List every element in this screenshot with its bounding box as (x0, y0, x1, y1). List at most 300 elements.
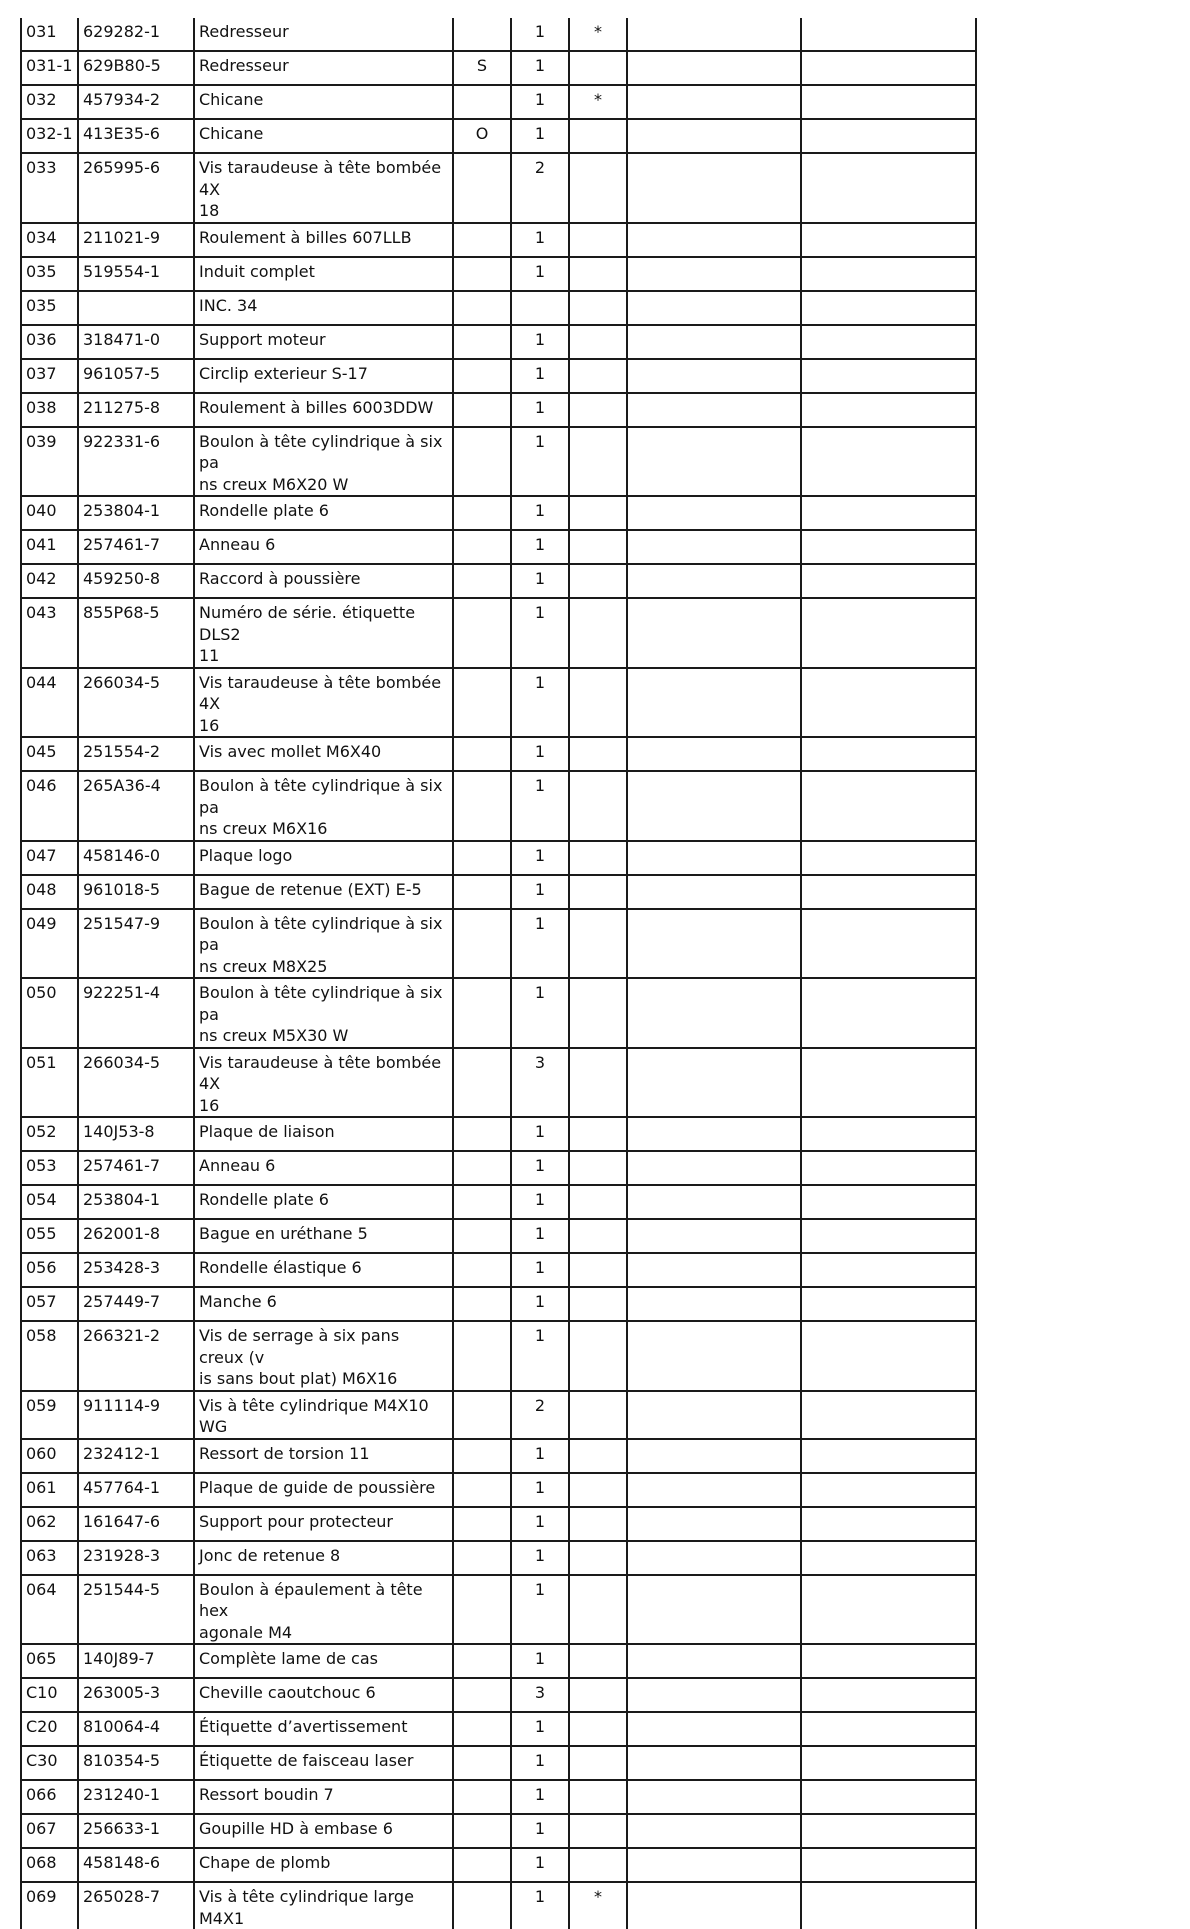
part-number-cell: 140J89-7 (78, 1644, 194, 1678)
part-number-cell: 458148-6 (78, 1848, 194, 1882)
description-cell: Étiquette de faisceau laser (194, 1746, 453, 1780)
blank-cell (627, 325, 801, 359)
quantity-cell: 1 (511, 1473, 569, 1507)
part-number-cell: 458146-0 (78, 841, 194, 875)
blank-cell (627, 119, 801, 153)
part-number-cell: 413E35-6 (78, 119, 194, 153)
item-number-cell: 032 (21, 85, 78, 119)
description-cell: Plaque de guide de poussière (194, 1473, 453, 1507)
blank-cell (627, 1678, 801, 1712)
quantity-cell: 1 (511, 875, 569, 909)
quantity-cell: 1 (511, 18, 569, 51)
note-mark-cell (569, 325, 627, 359)
description-cell: Vis avec mollet M6X40 (194, 737, 453, 771)
item-number-cell: 043 (21, 598, 78, 668)
variant-flag-cell (453, 564, 511, 598)
item-number-cell: 036 (21, 325, 78, 359)
table-row (21, 1219, 976, 1253)
description-cell: Ressort de torsion 11 (194, 1439, 453, 1473)
blank-cell (627, 1644, 801, 1678)
blank-cell (627, 496, 801, 530)
blank-cell (801, 909, 976, 979)
blank-cell (801, 18, 976, 51)
blank-cell (627, 737, 801, 771)
note-mark-cell (569, 771, 627, 841)
blank-cell (801, 291, 976, 325)
note-mark-cell: * (569, 1882, 627, 1929)
variant-flag-cell (453, 1848, 511, 1882)
blank-cell (801, 119, 976, 153)
blank-cell (627, 1253, 801, 1287)
variant-flag-cell (453, 257, 511, 291)
blank-cell (627, 564, 801, 598)
blank-cell (801, 325, 976, 359)
parts-list-body (21, 18, 976, 1929)
table-row (21, 1391, 976, 1439)
table-row (21, 598, 976, 668)
item-number-cell: 069 (21, 1882, 78, 1929)
description-cell: Circlip exterieur S-17 (194, 359, 453, 393)
blank-cell (801, 153, 976, 223)
blank-cell (801, 1185, 976, 1219)
variant-flag-cell (453, 909, 511, 979)
note-mark-cell (569, 1185, 627, 1219)
blank-cell (627, 1575, 801, 1645)
table-row (21, 325, 976, 359)
table-row (21, 1253, 976, 1287)
description-cell: Vis taraudeuse à tête bombée 4X 16 (194, 1048, 453, 1118)
blank-cell (801, 598, 976, 668)
item-number-cell: C20 (21, 1712, 78, 1746)
blank-cell (801, 875, 976, 909)
blank-cell (627, 841, 801, 875)
variant-flag-cell (453, 1439, 511, 1473)
note-mark-cell (569, 1746, 627, 1780)
table-row (21, 771, 976, 841)
table-row (21, 1048, 976, 1118)
item-number-cell: 047 (21, 841, 78, 875)
table-row (21, 1151, 976, 1185)
blank-cell (801, 257, 976, 291)
item-number-cell: 035 (21, 257, 78, 291)
note-mark-cell (569, 1712, 627, 1746)
blank-cell (801, 978, 976, 1048)
description-cell: Boulon à épaulement à tête hex agonale M4 (194, 1575, 453, 1645)
quantity-cell: 1 (511, 51, 569, 85)
note-mark-cell (569, 257, 627, 291)
item-number-cell: 046 (21, 771, 78, 841)
table-row (21, 1473, 976, 1507)
description-cell: Plaque logo (194, 841, 453, 875)
blank-cell (801, 841, 976, 875)
part-number-cell: 855P68-5 (78, 598, 194, 668)
blank-cell (627, 257, 801, 291)
item-number-cell: 039 (21, 427, 78, 497)
quantity-cell: 1 (511, 1219, 569, 1253)
description-cell: Redresseur (194, 51, 453, 85)
description-cell: Induit complet (194, 257, 453, 291)
quantity-cell: 1 (511, 1321, 569, 1391)
part-number-cell (78, 291, 194, 325)
blank-cell (627, 1780, 801, 1814)
quantity-cell: 1 (511, 1814, 569, 1848)
description-cell: Plaque de liaison (194, 1117, 453, 1151)
part-number-cell: 265028-7 (78, 1882, 194, 1929)
quantity-cell: 1 (511, 496, 569, 530)
note-mark-cell (569, 1644, 627, 1678)
description-cell: Rondelle plate 6 (194, 1185, 453, 1219)
part-number-cell: 266034-5 (78, 1048, 194, 1118)
table-row (21, 85, 976, 119)
note-mark-cell (569, 51, 627, 85)
table-row (21, 1644, 976, 1678)
variant-flag-cell (453, 737, 511, 771)
item-number-cell: 038 (21, 393, 78, 427)
part-number-cell: 961057-5 (78, 359, 194, 393)
quantity-cell: 1 (511, 223, 569, 257)
item-number-cell: 049 (21, 909, 78, 979)
part-number-cell: 257461-7 (78, 1151, 194, 1185)
quantity-cell: 1 (511, 1117, 569, 1151)
item-number-cell: 042 (21, 564, 78, 598)
variant-flag-cell (453, 1882, 511, 1929)
variant-flag-cell (453, 359, 511, 393)
item-number-cell: 058 (21, 1321, 78, 1391)
part-number-cell: 266034-5 (78, 668, 194, 738)
note-mark-cell (569, 1287, 627, 1321)
quantity-cell: 1 (511, 1882, 569, 1929)
description-cell: Anneau 6 (194, 1151, 453, 1185)
item-number-cell: 063 (21, 1541, 78, 1575)
table-row (21, 51, 976, 85)
description-cell: Jonc de retenue 8 (194, 1541, 453, 1575)
variant-flag-cell (453, 325, 511, 359)
item-number-cell: 051 (21, 1048, 78, 1118)
blank-cell (627, 427, 801, 497)
part-number-cell: 161647-6 (78, 1507, 194, 1541)
part-number-cell: 265A36-4 (78, 771, 194, 841)
blank-cell (801, 1712, 976, 1746)
blank-cell (801, 1253, 976, 1287)
part-number-cell: 318471-0 (78, 325, 194, 359)
variant-flag-cell (453, 1287, 511, 1321)
description-cell: Roulement à billes 6003DDW (194, 393, 453, 427)
description-cell: Vis à tête cylindrique M4X10 WG (194, 1391, 453, 1439)
part-number-cell: 457934-2 (78, 85, 194, 119)
blank-cell (801, 1541, 976, 1575)
table-row (21, 1712, 976, 1746)
blank-cell (627, 1473, 801, 1507)
blank-cell (627, 598, 801, 668)
part-number-cell: 810354-5 (78, 1746, 194, 1780)
variant-flag-cell (453, 841, 511, 875)
variant-flag-cell (453, 598, 511, 668)
parts-list-table (20, 18, 977, 1929)
item-number-cell: 032-1 (21, 119, 78, 153)
quantity-cell (511, 291, 569, 325)
part-number-cell: 922331-6 (78, 427, 194, 497)
item-number-cell: 067 (21, 1814, 78, 1848)
table-row (21, 291, 976, 325)
table-row (21, 737, 976, 771)
table-row (21, 496, 976, 530)
note-mark-cell (569, 1048, 627, 1118)
blank-cell (801, 85, 976, 119)
note-mark-cell: * (569, 85, 627, 119)
description-cell: Raccord à poussière (194, 564, 453, 598)
blank-cell (801, 1439, 976, 1473)
note-mark-cell (569, 1507, 627, 1541)
note-mark-cell (569, 1541, 627, 1575)
quantity-cell: 1 (511, 1848, 569, 1882)
note-mark-cell (569, 1575, 627, 1645)
blank-cell (627, 1712, 801, 1746)
blank-cell (627, 1219, 801, 1253)
blank-cell (627, 909, 801, 979)
blank-cell (627, 875, 801, 909)
blank-cell (627, 359, 801, 393)
quantity-cell: 1 (511, 737, 569, 771)
description-cell: Rondelle plate 6 (194, 496, 453, 530)
blank-cell (801, 1287, 976, 1321)
table-row (21, 359, 976, 393)
note-mark-cell (569, 909, 627, 979)
part-number-cell: 253804-1 (78, 496, 194, 530)
blank-cell (801, 1678, 976, 1712)
part-number-cell: 253428-3 (78, 1253, 194, 1287)
blank-cell (801, 1391, 976, 1439)
part-number-cell: 231240-1 (78, 1780, 194, 1814)
note-mark-cell (569, 1678, 627, 1712)
quantity-cell: 1 (511, 359, 569, 393)
variant-flag-cell (453, 1391, 511, 1439)
part-number-cell: 231928-3 (78, 1541, 194, 1575)
description-cell: Complète lame de cas (194, 1644, 453, 1678)
blank-cell (627, 18, 801, 51)
table-row (21, 1575, 976, 1645)
quantity-cell: 1 (511, 1439, 569, 1473)
note-mark-cell (569, 564, 627, 598)
item-number-cell: 054 (21, 1185, 78, 1219)
description-cell: Goupille HD à embase 6 (194, 1814, 453, 1848)
quantity-cell: 1 (511, 257, 569, 291)
item-number-cell: 052 (21, 1117, 78, 1151)
blank-cell (627, 1391, 801, 1439)
variant-flag-cell (453, 875, 511, 909)
variant-flag-cell (453, 153, 511, 223)
blank-cell (801, 1321, 976, 1391)
variant-flag-cell (453, 1644, 511, 1678)
table-row (21, 1882, 976, 1929)
blank-cell (801, 1814, 976, 1848)
variant-flag-cell: O (453, 119, 511, 153)
part-number-cell: 256633-1 (78, 1814, 194, 1848)
variant-flag-cell (453, 1048, 511, 1118)
blank-cell (627, 1541, 801, 1575)
quantity-cell: 1 (511, 841, 569, 875)
part-number-cell: 257449-7 (78, 1287, 194, 1321)
description-cell: Support moteur (194, 325, 453, 359)
note-mark-cell (569, 1321, 627, 1391)
table-row (21, 1678, 976, 1712)
part-number-cell: 263005-3 (78, 1678, 194, 1712)
note-mark-cell (569, 359, 627, 393)
note-mark-cell (569, 291, 627, 325)
description-cell: Vis à tête cylindrique large M4X1 (194, 1882, 453, 1929)
note-mark-cell (569, 427, 627, 497)
blank-cell (801, 771, 976, 841)
part-number-cell: 232412-1 (78, 1439, 194, 1473)
variant-flag-cell (453, 1185, 511, 1219)
note-mark-cell (569, 496, 627, 530)
variant-flag-cell (453, 427, 511, 497)
item-number-cell: 060 (21, 1439, 78, 1473)
part-number-cell: 140J53-8 (78, 1117, 194, 1151)
blank-cell (801, 1151, 976, 1185)
description-cell: Boulon à tête cylindrique à six pa ns creux M6X20 W (194, 427, 453, 497)
item-number-cell: 035 (21, 291, 78, 325)
blank-cell (627, 1882, 801, 1929)
quantity-cell: 1 (511, 427, 569, 497)
item-number-cell: 037 (21, 359, 78, 393)
quantity-cell: 1 (511, 393, 569, 427)
part-number-cell: 519554-1 (78, 257, 194, 291)
part-number-cell: 251547-9 (78, 909, 194, 979)
quantity-cell: 1 (511, 530, 569, 564)
note-mark-cell (569, 598, 627, 668)
blank-cell (801, 1848, 976, 1882)
variant-flag-cell (453, 1678, 511, 1712)
description-cell: INC. 34 (194, 291, 453, 325)
quantity-cell: 2 (511, 153, 569, 223)
description-cell: Bague de retenue (EXT) E-5 (194, 875, 453, 909)
blank-cell (801, 668, 976, 738)
note-mark-cell (569, 875, 627, 909)
note-mark-cell (569, 1439, 627, 1473)
description-cell: Chicane (194, 85, 453, 119)
blank-cell (627, 668, 801, 738)
blank-cell (801, 1473, 976, 1507)
description-cell: Boulon à tête cylindrique à six pa ns creux M5X30 W (194, 978, 453, 1048)
blank-cell (627, 1814, 801, 1848)
part-number-cell: 251544-5 (78, 1575, 194, 1645)
item-number-cell: 050 (21, 978, 78, 1048)
quantity-cell: 1 (511, 1507, 569, 1541)
description-cell: Manche 6 (194, 1287, 453, 1321)
quantity-cell: 1 (511, 1541, 569, 1575)
item-number-cell: 066 (21, 1780, 78, 1814)
table-row (21, 1287, 976, 1321)
note-mark-cell (569, 737, 627, 771)
description-cell: Chape de plomb (194, 1848, 453, 1882)
description-cell: Rondelle élastique 6 (194, 1253, 453, 1287)
table-row (21, 1780, 976, 1814)
blank-cell (627, 1117, 801, 1151)
note-mark-cell (569, 1780, 627, 1814)
table-row (21, 564, 976, 598)
description-cell: Anneau 6 (194, 530, 453, 564)
part-number-cell: 257461-7 (78, 530, 194, 564)
part-number-cell: 251554-2 (78, 737, 194, 771)
table-row (21, 1507, 976, 1541)
item-number-cell: C30 (21, 1746, 78, 1780)
variant-flag-cell (453, 1253, 511, 1287)
description-cell: Vis de serrage à six pans creux (v is sans bout plat) M6X16 (194, 1321, 453, 1391)
table-row (21, 1848, 976, 1882)
part-number-cell: 961018-5 (78, 875, 194, 909)
item-number-cell: 048 (21, 875, 78, 909)
quantity-cell: 1 (511, 1287, 569, 1321)
variant-flag-cell (453, 393, 511, 427)
item-number-cell: 041 (21, 530, 78, 564)
note-mark-cell (569, 530, 627, 564)
variant-flag-cell (453, 223, 511, 257)
blank-cell (801, 1219, 976, 1253)
blank-cell (801, 51, 976, 85)
variant-flag-cell (453, 1712, 511, 1746)
part-number-cell: 253804-1 (78, 1185, 194, 1219)
description-cell: Boulon à tête cylindrique à six pa ns creux M8X25 (194, 909, 453, 979)
part-number-cell: 911114-9 (78, 1391, 194, 1439)
table-row (21, 909, 976, 979)
note-mark-cell (569, 153, 627, 223)
item-number-cell: 068 (21, 1848, 78, 1882)
item-number-cell: 031 (21, 18, 78, 51)
note-mark-cell (569, 841, 627, 875)
quantity-cell: 1 (511, 85, 569, 119)
quantity-cell: 1 (511, 1575, 569, 1645)
part-number-cell: 262001-8 (78, 1219, 194, 1253)
table-row (21, 1185, 976, 1219)
quantity-cell: 2 (511, 1391, 569, 1439)
item-number-cell: 033 (21, 153, 78, 223)
blank-cell (627, 85, 801, 119)
note-mark-cell (569, 668, 627, 738)
note-mark-cell (569, 1253, 627, 1287)
blank-cell (801, 737, 976, 771)
quantity-cell: 1 (511, 1746, 569, 1780)
quantity-cell: 1 (511, 325, 569, 359)
variant-flag-cell (453, 978, 511, 1048)
variant-flag-cell (453, 530, 511, 564)
variant-flag-cell (453, 1575, 511, 1645)
variant-flag-cell (453, 668, 511, 738)
blank-cell (627, 1048, 801, 1118)
quantity-cell: 1 (511, 1253, 569, 1287)
description-cell: Chicane (194, 119, 453, 153)
quantity-cell: 1 (511, 598, 569, 668)
description-cell: Redresseur (194, 18, 453, 51)
item-number-cell: 040 (21, 496, 78, 530)
blank-cell (627, 1439, 801, 1473)
blank-cell (627, 1321, 801, 1391)
blank-cell (801, 564, 976, 598)
part-number-cell: 211021-9 (78, 223, 194, 257)
item-number-cell: 059 (21, 1391, 78, 1439)
quantity-cell: 1 (511, 668, 569, 738)
description-cell: Vis taraudeuse à tête bombée 4X 16 (194, 668, 453, 738)
description-cell: Support pour protecteur (194, 1507, 453, 1541)
quantity-cell: 1 (511, 978, 569, 1048)
table-row (21, 530, 976, 564)
variant-flag-cell (453, 496, 511, 530)
variant-flag-cell: S (453, 51, 511, 85)
quantity-cell: 1 (511, 119, 569, 153)
variant-flag-cell (453, 18, 511, 51)
item-number-cell: 057 (21, 1287, 78, 1321)
note-mark-cell (569, 393, 627, 427)
item-number-cell: 065 (21, 1644, 78, 1678)
